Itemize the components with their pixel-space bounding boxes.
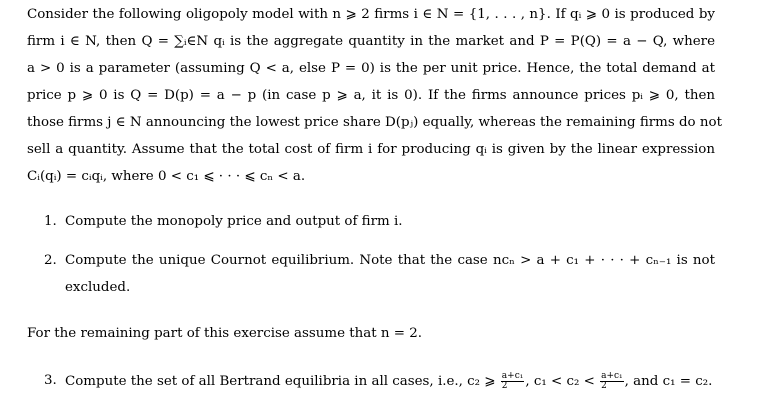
question-3-pre: Compute the set of all Bertrand equilibria in all cases, i.e., c₂ ⩾ — [65, 374, 496, 389]
question-3-post: , and c₁ = c₂. — [624, 374, 713, 389]
fraction-denominator-second: 2 — [601, 381, 607, 391]
question-1-text: Compute the monopoly price and output of firm i. — [65, 214, 403, 229]
intro-line-7: Cᵢ(qᵢ) = cᵢqᵢ, where 0 < c₁ ⩽ · · · ⩽ cₙ < a. — [27, 169, 306, 184]
fraction-numerator-second: a+c₁ — [601, 371, 623, 381]
intro-line-6: sell a quantity. Assume that the total cost of firm i for producing qᵢ is given by the linear expression — [27, 142, 715, 157]
intro-line-1: Consider the following oligopoly model with n ⩾ 2 firms i ∈ N = {1, . . . , n}. If qᵢ ⩾ 0 is produced by — [27, 7, 715, 22]
fraction-denominator: 2 — [501, 381, 508, 391]
intro-line-3: a > 0 is a parameter (assuming Q < a, else P = 0) is the per unit price. Hence, the total demand at — [27, 61, 715, 76]
question-3-mid: , c₁ < c₂ < — [525, 374, 595, 389]
question-3-text — [65, 372, 715, 391]
question-2-line-1: Compute the unique Cournot equilibrium. Note that the case ncₙ > a + c₁ + · · · + cₙ₋₁ is not — [65, 253, 715, 268]
intro-line-4: price p ⩾ 0 is Q = D(p) = a − p (in case p ⩾ a, it is 0). If the firms announce prices pᵢ ⩾ 0, then — [27, 88, 715, 103]
intro-line-5: those firms j ∈ N announcing the lowest price share D(pⱼ) equally, whereas the remaining firms do not — [27, 115, 722, 130]
question-2-line-2: excluded. — [65, 280, 131, 295]
question-2-number: 2. — [44, 253, 57, 268]
question-1-number: 1. — [44, 214, 57, 229]
fraction-a-plus-c1-over-2-second — [600, 372, 624, 391]
question-3-number: 3. — [44, 373, 57, 388]
remaining-part-note: For the remaining part of this exercise assume that n = 2. — [27, 326, 423, 341]
fraction-a-plus-c1-over-2 — [501, 372, 525, 391]
fraction-numerator: a+c₁ — [501, 371, 524, 381]
intro-line-2: firm i ∈ N, then Q = ∑ᵢ∈N qᵢ is the aggregate quantity in the market and P = P(Q) = a − Q, where — [27, 34, 715, 49]
